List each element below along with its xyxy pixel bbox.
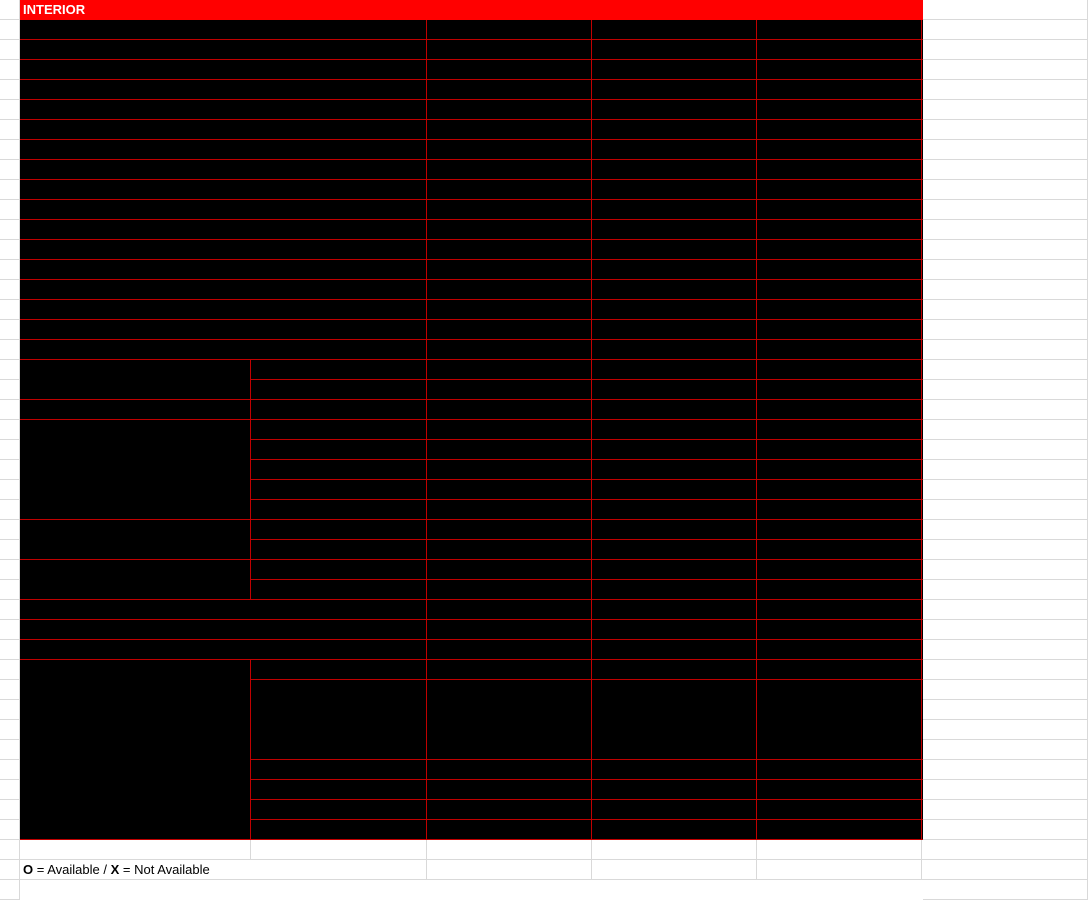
value-cell[interactable]: Separate / Premium [757,420,922,440]
empty-cell[interactable] [592,860,757,880]
value-cell[interactable]: O [427,800,592,820]
gutter-cell[interactable] [0,580,20,600]
blank-cell[interactable] [923,840,1088,860]
value-cell[interactable]: Chrome [592,140,757,160]
value-cell[interactable]: O [592,520,757,540]
value-cell[interactable]: DVD, Bluetooth, Screen Mirroring, Voice Recognition, USB, HDMI [592,680,757,760]
value-cell[interactable]: Silver / Black [592,80,757,100]
gutter-cell[interactable] [0,340,20,360]
value-cell[interactable]: Urethane [757,560,922,580]
value-cell[interactable]: Premium [757,600,922,620]
value-cell[interactable]: Driver + Passenger [592,480,757,500]
value-cell[interactable]: O [427,200,592,220]
empty-cell[interactable] [427,840,592,860]
gutter-cell[interactable] [0,220,20,240]
section-header[interactable]: INTERIOR [20,0,1086,20]
blank-cell[interactable] [923,40,1088,60]
sub-label[interactable]: Front Camera [251,820,427,840]
value-cell[interactable]: X [757,640,922,660]
empty-cell[interactable] [427,860,592,880]
value-cell[interactable]: Separate,2 [592,380,757,400]
value-cell[interactable]: X [757,540,922,560]
blank-cell[interactable] [923,80,1088,100]
gutter-cell[interactable] [0,520,20,540]
value-cell[interactable]: 7" Capacitive Display [592,660,757,680]
value-cell[interactable]: 7" Capacitive Display [757,660,922,680]
blank-cell[interactable] [923,600,1088,620]
value-cell[interactable]: O [427,760,592,780]
legend-not-available: = Not Available [119,862,210,877]
value-cell[interactable]: O [592,220,757,240]
sub-label[interactable]: Recline Adjustment [251,480,427,500]
value-cell[interactable]: Audio, Tel, VR, MID-DISP [757,580,922,600]
value-cell[interactable]: Rear [757,820,922,840]
sub-label[interactable]: Height Adjustment [251,500,427,520]
value-cell[interactable]: D + P (Mirror w/ Lid) [427,260,592,280]
value-cell[interactable]: Intermittent + Mist [592,180,757,200]
value-cell[interactable]: O [757,280,922,300]
gutter-cell[interactable] [0,760,20,780]
value-cell[interactable]: O [427,220,592,240]
blank-cell[interactable] [923,300,1088,320]
sub-label[interactable]: Slide Adjustment [251,460,427,480]
blank-cell[interactable] [923,320,1088,340]
blank-cell[interactable] [923,180,1088,200]
value-cell[interactable]: Driver Seat Powered, Front [427,440,592,460]
value-cell[interactable]: O [427,320,592,340]
row-label[interactable]: Illuminated Entry System [20,200,427,220]
legend-o: O [23,862,34,877]
gutter-cell[interactable] [0,260,20,280]
value-cell[interactable]: O [427,100,592,120]
blank-cell[interactable] [923,440,1088,460]
gutter-cell[interactable] [0,860,20,880]
value-cell[interactable]: Separate, 3 [427,380,592,400]
blank-cell[interactable] [923,520,1088,540]
value-cell[interactable]: Small / Monochrome [757,620,922,640]
value-cell[interactable]: O [592,400,757,420]
row-label[interactable]: Power Windows [20,160,427,180]
row-label[interactable]: Door Handles [20,140,427,160]
blank-cell[interactable] [923,120,1088,140]
group-label[interactable]: Head Rest [20,360,251,400]
gutter-cell[interactable] [0,820,20,840]
row-label[interactable]: Power Door Lock [20,100,427,120]
value-cell[interactable]: Separate,2 [757,380,922,400]
gutter-cell[interactable] [0,420,20,440]
sub-label[interactable]: Type [251,420,427,440]
gutter-cell[interactable] [0,840,20,860]
row-label[interactable]: Wireless Jack Knife Key [20,120,427,140]
value-cell[interactable]: Premium [592,600,757,620]
value-cell[interactable]: O [592,160,757,180]
blank-cell[interactable] [923,200,1088,220]
row-label[interactable]: Speedometer [20,600,427,620]
empty-cell[interactable] [757,860,922,880]
value-cell[interactable]: Driver + Passenger [757,480,922,500]
value-cell[interactable]: Audio, Tel, VR, MID-DISP [592,580,757,600]
blank-cell[interactable] [923,340,1088,360]
value-cell[interactable]: Time Adjust Intermittent + Mist [427,180,592,200]
value-cell[interactable]: O [757,120,922,140]
value-cell[interactable]: Audio, Tel, VR, MID [427,580,592,600]
value-cell[interactable]: Intermittent + Mist [757,180,922,200]
value-cell[interactable]: Leather [427,40,592,60]
value-cell[interactable]: O [757,160,922,180]
gutter-cell[interactable] [0,540,20,560]
blank-cell[interactable] [923,280,1088,300]
value-cell[interactable]: Driver + Passenger [427,480,592,500]
value-cell[interactable]: Chrome [427,140,592,160]
value-cell[interactable]: Manual A/C [757,300,922,320]
group-label[interactable]: Steering [20,560,251,600]
value-cell[interactable]: O [757,760,922,780]
row-label[interactable]: Door Trim [20,60,427,80]
value-cell[interactable]: O [592,100,757,120]
row-label[interactable]: Window Wiper [20,180,427,200]
row-label[interactable]: Coat Hook [20,220,427,240]
value-cell[interactable]: DVD, Bluetooth, Memory Card,Screen Mirroring, Voice Recognition, USB, HDMI, Air Gestures [427,680,592,760]
value-cell[interactable]: D + P (Mirror w/ Lid) [592,260,757,280]
gutter-cell[interactable] [0,240,20,260]
sub-label[interactable]: Screen [251,660,427,680]
value-cell[interactable]: Driver-Side [427,500,592,520]
gutter-cell[interactable] [0,500,20,520]
gutter-cell[interactable] [0,360,20,380]
blank-cell[interactable] [923,160,1088,180]
sub-label[interactable]: System [251,440,427,460]
value-cell[interactable]: Driver + Passenger [592,460,757,480]
row-label[interactable]: Rear Armrest [20,400,251,420]
blank-cell[interactable] [923,500,1088,520]
value-cell[interactable]: O [592,640,757,660]
value-cell[interactable]: Premium Fabric [757,40,922,60]
value-cell[interactable]: Driver-Side [757,500,922,520]
blank-cell[interactable] [923,0,1088,20]
value-cell[interactable]: Manual [757,440,922,460]
value-cell[interactable]: Driver + Passenger [757,460,922,480]
blank-cell[interactable] [923,880,1088,900]
blank-cell[interactable] [923,380,1088,400]
row-label[interactable]: Heater [20,280,427,300]
value-cell[interactable]: Fabric / Silver [757,60,922,80]
blank-cell[interactable] [923,220,1088,240]
sub-label[interactable]: Inputs [251,680,427,760]
value-cell[interactable]: Silver / Black [757,80,922,100]
gutter-cell[interactable] [0,640,20,660]
blank-cell[interactable] [923,620,1088,640]
blank-cell[interactable] [923,60,1088,80]
value-cell[interactable]: Leather [427,560,592,580]
value-cell[interactable]: O [757,400,922,420]
value-cell[interactable]: O [592,320,757,340]
value-cell[interactable]: Front Ready + Rear [427,820,592,840]
value-cell[interactable]: O [427,540,592,560]
value-cell[interactable]: 4 Speakers [757,780,922,800]
value-cell[interactable]: Separate, D + P [592,360,757,380]
empty-cell[interactable] [20,840,251,860]
gutter-cell[interactable] [0,440,20,460]
value-cell[interactable]: Fabric / Silver [592,60,757,80]
value-cell[interactable]: X [757,340,922,360]
sub-label[interactable]: Rear Seat [251,380,427,400]
legend-x: X [110,862,120,877]
value-cell[interactable]: O [592,240,757,260]
value-cell[interactable]: O [757,100,922,120]
value-cell[interactable]: D + P (Mirror w/ Lid) [757,260,922,280]
gutter-cell[interactable] [0,700,20,720]
blank-cell[interactable] [923,660,1088,680]
value-cell[interactable]: Separate, D + P [757,360,922,380]
blank-cell[interactable] [923,800,1088,820]
value-cell[interactable]: O [427,400,592,420]
value-cell[interactable]: O [427,280,592,300]
row-label[interactable]: Seat Material [20,40,427,60]
blank-cell[interactable] [923,480,1088,500]
value-cell[interactable]: O [427,120,592,140]
value-cell[interactable]: O [427,240,592,260]
value-cell[interactable]: Rear [592,820,757,840]
group-label[interactable]: Front Seat [20,420,251,520]
empty-cell[interactable] [251,840,427,860]
value-cell[interactable]: Premium, Optitron [427,600,592,620]
gutter-cell[interactable] [0,100,20,120]
row-label[interactable]: Sun Visor [20,260,427,280]
gutter-cell[interactable] [0,0,20,20]
blank-cell[interactable] [923,640,1088,660]
blank-cell[interactable] [923,860,1088,880]
value-cell[interactable]: Driver + Passenger [427,460,592,480]
blank-cell[interactable] [923,680,1088,700]
value-cell[interactable]: X [757,800,922,820]
value-cell[interactable]: X [592,540,757,560]
value-cell[interactable]: 4 Speakers [592,780,757,800]
gutter-cell[interactable] [0,140,20,160]
blank-cell[interactable] [923,360,1088,380]
gutter-cell[interactable] [0,620,20,640]
row-label[interactable]: Cabin Scheme [20,20,427,40]
blank-cell[interactable] [923,720,1088,740]
gutter-cell[interactable] [0,480,20,500]
value-cell[interactable]: O [592,760,757,780]
value-cell[interactable]: O [592,120,757,140]
value-cell[interactable]: O [427,340,592,360]
blank-cell[interactable] [923,460,1088,480]
gutter-cell[interactable] [0,680,20,700]
value-cell[interactable]: Bronze [592,20,757,40]
empty-cell[interactable] [757,840,922,860]
sub-label[interactable]: Fingertip Controls [251,580,427,600]
row-label[interactable]: Shopping Hook [20,240,427,260]
sub-label[interactable]: Wi-Fi [251,800,427,820]
gutter-cell[interactable] [0,380,20,400]
gutter-cell[interactable] [0,460,20,480]
gutter-cell[interactable] [0,280,20,300]
row-label[interactable]: Economy Meter [20,640,427,660]
blank-cell[interactable] [923,140,1088,160]
value-cell[interactable]: Chrome [757,140,922,160]
gutter-cell[interactable] [0,800,20,820]
value-cell[interactable]: O [757,520,922,540]
gutter-cell[interactable] [0,660,20,680]
value-cell[interactable]: O [592,280,757,300]
gutter-cell[interactable] [0,400,20,420]
blank-cell[interactable] [923,780,1088,800]
value-cell[interactable]: O [592,200,757,220]
blank-cell[interactable] [923,820,1088,840]
gutter-cell[interactable] [0,180,20,200]
value-cell[interactable]: O [427,520,592,540]
gutter-cell[interactable] [0,40,20,60]
value-cell[interactable]: Separate, D + P [427,360,592,380]
gutter-cell[interactable] [0,560,20,580]
blank-cell[interactable] [923,400,1088,420]
blank-cell[interactable] [923,100,1088,120]
sub-label[interactable]: 220 V AC [251,540,427,560]
value-cell[interactable]: Separate / Premium [427,420,592,440]
sub-label[interactable]: Type [251,560,427,580]
value-cell[interactable]: Premium Fabric [592,40,757,60]
value-cell[interactable]: O [757,240,922,260]
blank-cell[interactable] [923,560,1088,580]
value-cell[interactable]: Chrome + Silver / Black [427,80,592,100]
value-cell[interactable]: Large Colour TFT [427,620,592,640]
gutter-cell[interactable] [0,60,20,80]
gutter-cell[interactable] [0,600,20,620]
sub-label-empty[interactable] [251,400,427,420]
row-label[interactable]: Cool & Hot Box [20,340,427,360]
gutter-cell[interactable] [0,200,20,220]
value-cell[interactable]: O [757,220,922,240]
empty-cell[interactable] [592,840,757,860]
row-label[interactable]: Side Defroster [20,320,427,340]
sub-label[interactable]: 12 V DC [251,520,427,540]
blank-cell[interactable] [923,760,1088,780]
gutter-cell[interactable] [0,120,20,140]
value-cell[interactable]: O [427,160,592,180]
sub-label[interactable]: Speakers [251,780,427,800]
value-cell[interactable]: O [427,640,592,660]
legend-available: = Available / [33,862,111,877]
gutter-cell[interactable] [0,300,20,320]
legend [20,860,427,880]
value-cell[interactable]: X [592,340,757,360]
value-cell[interactable]: Leather / Silver [427,60,592,80]
group-label[interactable]: Infotainment System [20,660,251,840]
value-cell[interactable]: Bronze [757,20,922,40]
group-label[interactable]: Accessory Connector [20,520,251,560]
value-cell[interactable]: Manual A/C [592,300,757,320]
value-cell[interactable]: Driver-Side [592,500,757,520]
value-cell[interactable]: DVD, Bluetooth, Screen Mirroring, Voice Recognition, USB, HDMI [757,680,922,760]
value-cell[interactable]: Separate / Premium [592,420,757,440]
gutter-cell[interactable] [0,740,20,760]
blank-cell[interactable] [923,240,1088,260]
blank-cell[interactable] [923,260,1088,280]
blank-cell[interactable] [923,580,1088,600]
gutter-cell[interactable] [0,780,20,800]
row-label[interactable]: Climate Control [20,300,427,320]
blank-cell[interactable] [923,20,1088,40]
value-cell[interactable]: 6 Speakers [427,780,592,800]
sub-label[interactable]: Front Seat [251,360,427,380]
value-cell[interactable]: 7" Capacitive Display [427,660,592,680]
value-cell[interactable]: Manual [592,440,757,460]
value-cell[interactable]: X [592,800,757,820]
value-cell[interactable]: O [757,200,922,220]
value-cell[interactable]: Urethane [592,560,757,580]
blank-cell[interactable] [923,540,1088,560]
blank-cell[interactable] [923,420,1088,440]
gutter-cell[interactable] [0,880,20,900]
row-label[interactable]: Instrument Panel [20,80,427,100]
value-cell[interactable]: Small / Monochrome [592,620,757,640]
gutter-cell[interactable] [0,320,20,340]
gutter-cell[interactable] [0,160,20,180]
sub-label[interactable]: Navigation [251,760,427,780]
value-cell[interactable]: Bronze [427,20,592,40]
gutter-cell[interactable] [0,720,20,740]
value-cell[interactable]: O [757,320,922,340]
value-cell[interactable]: Auto A/C [427,300,592,320]
gutter-cell[interactable] [0,20,20,40]
row-label[interactable]: Multi Info Display [20,620,427,640]
gutter-cell[interactable] [0,80,20,100]
blank-cell[interactable] [923,740,1088,760]
blank-cell[interactable] [923,700,1088,720]
